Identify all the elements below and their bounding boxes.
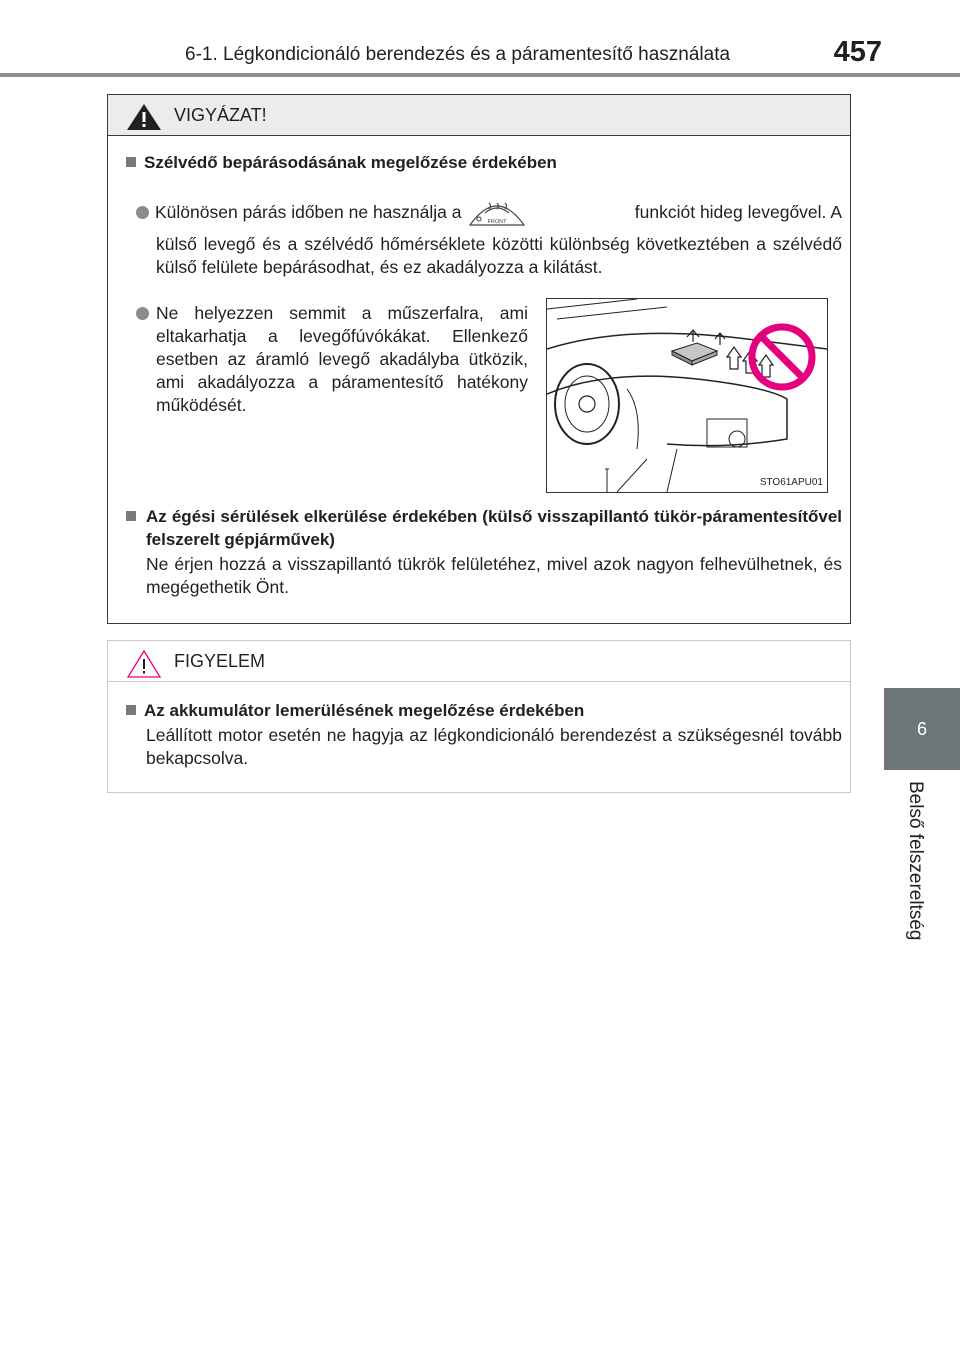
round-bullet-icon <box>136 206 149 219</box>
notice-header <box>108 641 850 682</box>
dashboard-illustration <box>546 298 828 493</box>
chapter-label: Belső felszereltség <box>905 781 926 941</box>
dashboard-drawing <box>547 299 827 492</box>
prohibition-icon <box>752 327 812 387</box>
battery-paragraph: Leállított motor esetén ne hagyja az légkondicionáló berendezést a szükségesnél tovább bekapcsolva. <box>146 725 842 768</box>
notice-title: FIGYELEM <box>174 651 266 671</box>
section-heading-burns: Az égési sérülések elkerülése érdekében (külső visszapillantó tükör-páramentesítővel felszerelt gépjárművek) <box>126 505 842 551</box>
chapter-tab: 6 <box>884 688 960 770</box>
notice-box <box>107 640 851 793</box>
burns-paragraph: Ne érjen hozzá a visszapillantó tükrök felületéhez, mivel azok nagyon felhevülhetnek, és megégethetik Önt. <box>146 554 842 597</box>
bullet-paragraph-dashboard: Ne helyezzen semmit a műszerfalra, ami eltakarhatja a levegőfúvókákat. Ellenkező esetben az áramló levegő akadályba ütközik, ami akadályozza a páramentesítő hatékony működését. <box>136 302 528 417</box>
front-defroster-icon <box>467 195 527 229</box>
bullet-paragraph-humid: Különösen párás időben ne használja a FRONT funkciót hideg levegővel. A külső levegő és a szélvédő hőmérséklete közötti különbség következtében a szélvédő külső felülete bepárásodhat, és ez akadályozza a kilátást. <box>136 195 842 279</box>
round-bullet-icon <box>136 307 149 320</box>
section-heading-battery: Az akkumulátor lemerülésének megelőzése érdekében <box>126 701 584 721</box>
section-heading-defog: Szélvédő bepárásodásának megelőzése érdekében <box>126 153 557 173</box>
square-bullet-icon <box>126 511 136 521</box>
illustration-code: STO61APU01 <box>759 477 823 488</box>
section-title: 6-1. Légkondicionáló berendezés és a páramentesítő használata <box>185 44 731 65</box>
square-bullet-icon <box>126 157 136 167</box>
header-divider <box>0 73 960 77</box>
warning-box <box>107 94 851 624</box>
caution-triangle-icon <box>126 649 162 679</box>
warning-triangle-icon <box>126 103 162 131</box>
svg-text:FRONT: FRONT <box>488 219 507 225</box>
warning-title: VIGYÁZAT! <box>174 105 267 125</box>
page-number: 457 <box>833 36 882 68</box>
warning-header <box>108 95 850 136</box>
square-bullet-icon <box>126 705 136 715</box>
